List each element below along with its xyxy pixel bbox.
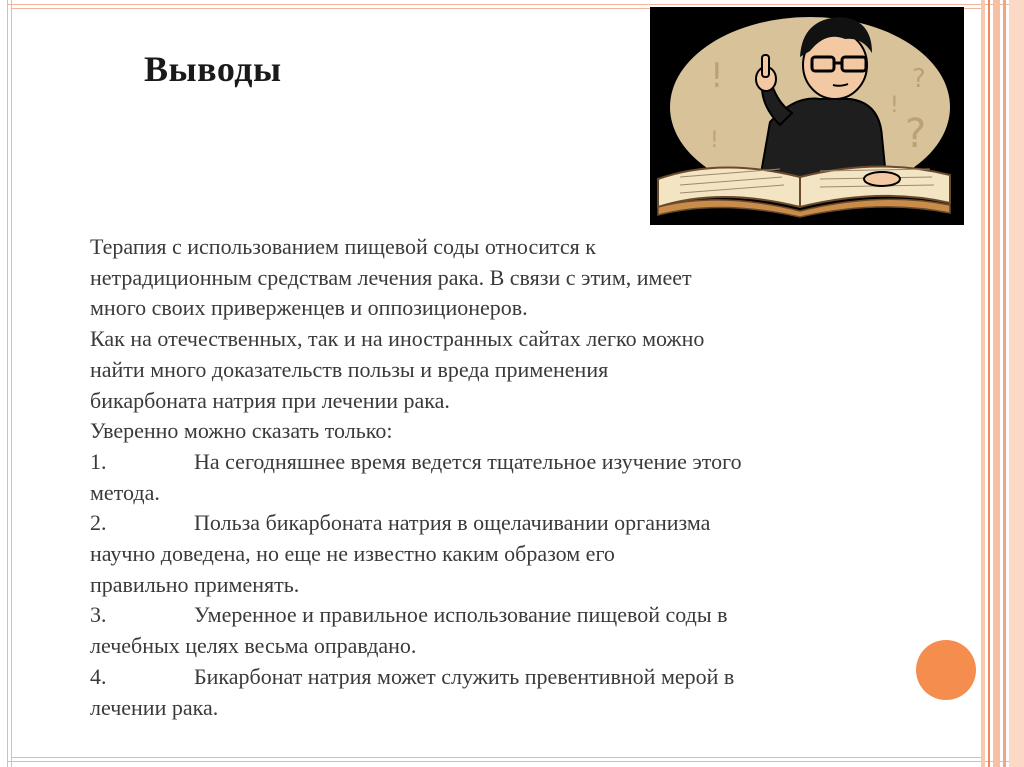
- paragraph-line: Уверенно можно сказать только:: [90, 418, 393, 444]
- list-item-continuation: лечении рака.: [90, 694, 219, 720]
- list-number: 2.: [90, 510, 107, 536]
- exclamation-mark: !: [710, 56, 724, 96]
- list-item-continuation: метода.: [90, 479, 160, 505]
- decorative-stripe: [993, 0, 1000, 767]
- slide-title: Выводы: [144, 49, 282, 89]
- paragraph-line: найти много доказательств пользы и вреда применения: [90, 356, 609, 382]
- decorative-stripe: [1009, 0, 1024, 767]
- exclamation-mark: !: [710, 128, 719, 153]
- exclamation-mark: !: [890, 93, 899, 118]
- question-mark: ?: [912, 64, 926, 94]
- list-item: [90, 447, 950, 478]
- paragraph-line: Терапия с использованием пищевой соды относится к: [90, 234, 596, 259]
- list-number: 1.: [90, 448, 107, 474]
- man-hand-on-book: [864, 172, 900, 186]
- orange-circle-decoration: [916, 640, 976, 700]
- list-item-continuation: правильно применять.: [90, 571, 300, 597]
- slide-body: [90, 232, 950, 723]
- list-item-text: Польза бикарбоната натрия в ощелачивании организма: [194, 510, 711, 536]
- decorative-stripe: [988, 0, 990, 767]
- paragraph-line: много своих приверженцев и оппозиционеров.: [90, 295, 528, 321]
- list-item-continuation: лечебных целях весьма оправдано.: [90, 633, 417, 659]
- decorative-stripe: [1003, 0, 1006, 767]
- list-item: [90, 600, 950, 631]
- list-item: [90, 662, 950, 693]
- paragraph-line: бикарбоната натрия при лечении рака.: [90, 387, 450, 413]
- frame-line: [11, 0, 12, 767]
- list-number: 3.: [90, 602, 107, 628]
- paragraph-line: нетрадиционным средствам лечения рака. В связи с этим, имеет: [90, 264, 692, 290]
- frame-line: [7, 761, 1024, 762]
- list-item: [90, 508, 950, 539]
- list-item-text: На сегодняшнее время ведется тщательное изучение этого: [194, 448, 742, 474]
- list-number: 4.: [90, 663, 107, 689]
- illustration-svg: [650, 7, 964, 225]
- question-mark: ?: [905, 111, 927, 157]
- list-item-text: Бикарбонат натрия может служить превентивной мерой в: [194, 663, 735, 689]
- decorative-stripe: [981, 0, 985, 767]
- thinking-man-reading-book-icon: [650, 7, 964, 225]
- man-finger: [762, 55, 769, 77]
- list-item-text: Умеренное и правильное использование пищевой соды в: [194, 602, 728, 628]
- list-item-continuation: научно доведена, но еще не известно каким образом его: [90, 541, 615, 567]
- paragraph-line: Как на отечественных, так и на иностранных сайтах легко можно: [90, 326, 705, 352]
- frame-line: [11, 757, 981, 758]
- frame-line: [7, 4, 1024, 5]
- frame-line: [7, 0, 8, 767]
